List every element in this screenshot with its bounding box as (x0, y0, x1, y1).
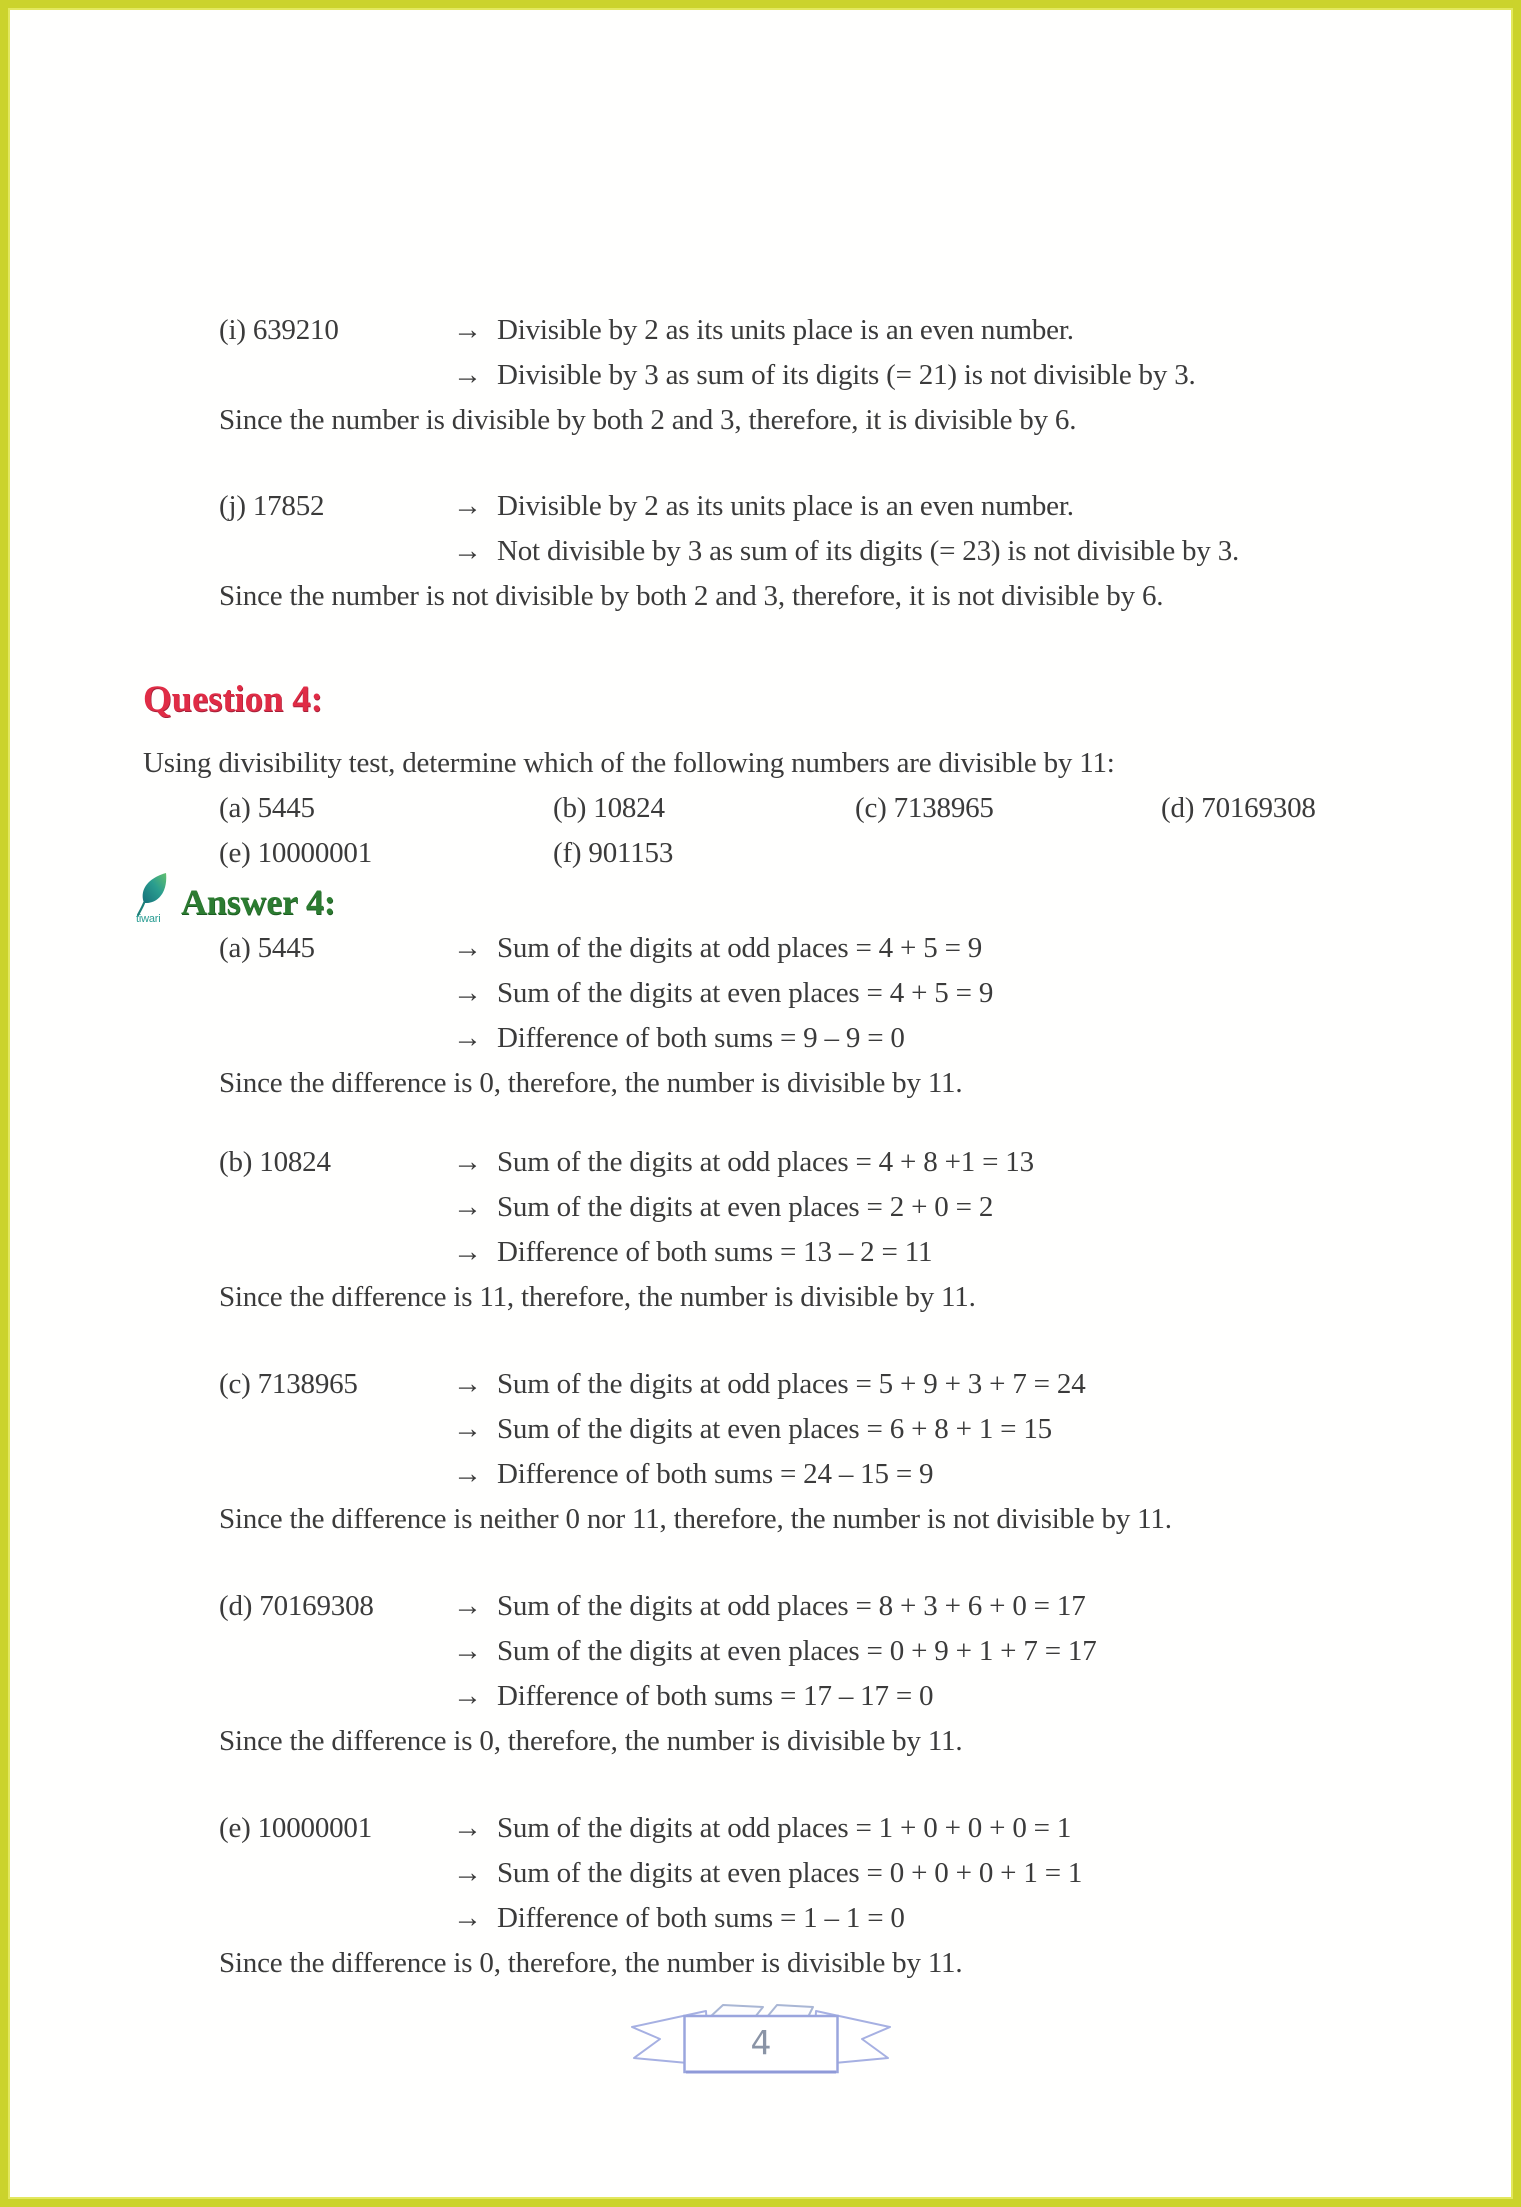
solution-row (143, 971, 1425, 1016)
arrow-text: Difference of both sums = 1 – 1 = 0 (497, 1902, 905, 1934)
answer-heading: Answer 4: (181, 882, 336, 922)
arrow-icon: → (453, 359, 482, 391)
item-label: (e) 10000001 (219, 1812, 373, 1844)
solution-line (453, 1140, 1425, 1185)
solution-row (143, 353, 1425, 398)
arrow-icon: → (453, 1236, 482, 1268)
conclusion-text: Since the difference is 0, therefore, the number is divisible by 11. (219, 1725, 963, 1757)
arrow-text: Divisible by 3 as sum of its digits (= 21) is not divisible by 3. (497, 359, 1196, 391)
option-item: (d) 70169308 (1161, 792, 1316, 824)
arrow-text: Divisible by 2 as its units place is an even number. (497, 314, 1074, 346)
solution-line (453, 1629, 1425, 1674)
solution-line (453, 353, 1425, 398)
answer-heading-row (135, 878, 1425, 926)
tiwari-leaf-logo-icon (135, 871, 175, 925)
solution-row (143, 1851, 1425, 1896)
solution-row (143, 1362, 1425, 1407)
solution-row (143, 1140, 1425, 1185)
answer-entry-d (143, 1584, 1425, 1764)
arrow-text: Sum of the digits at even places = 0 + 9 + 1 + 7 = 17 (497, 1635, 1097, 1667)
solution-row (143, 1185, 1425, 1230)
solution-row (143, 1016, 1425, 1061)
answer-entry-a (143, 926, 1425, 1106)
solution-line (453, 1851, 1425, 1896)
tiwari-logo-text: tiwari (136, 913, 161, 925)
arrow-icon: → (453, 1590, 482, 1622)
solution-line (453, 1806, 1425, 1851)
question-text: Using divisibility test, determine which of the following numbers are divisible by 11: (143, 747, 1115, 779)
conclusion-text: Since the difference is 0, therefore, the number is divisible by 11. (219, 1067, 963, 1099)
conclusion-text: Since the number is not divisible by both 2 and 3, therefore, it is not divisible by 6. (219, 580, 1164, 612)
arrow-icon: → (453, 1812, 482, 1844)
arrow-text: Sum of the digits at odd places = 4 + 8 +1 = 13 (497, 1146, 1034, 1178)
arrow-icon: → (453, 535, 482, 567)
item-label: (j) 17852 (219, 490, 325, 522)
arrow-icon: → (453, 314, 482, 346)
arrow-icon: → (453, 1413, 482, 1445)
solution-line (453, 529, 1425, 574)
solution-row (143, 484, 1425, 529)
arrow-text: Sum of the digits at even places = 2 + 0 = 2 (497, 1191, 994, 1223)
solution-line (453, 1016, 1425, 1061)
item-label: (b) 10824 (219, 1146, 331, 1178)
item-label: (a) 5445 (219, 932, 315, 964)
solution-row (143, 1629, 1425, 1674)
solution-line (453, 308, 1425, 353)
solution-row (143, 1674, 1425, 1719)
arrow-icon: → (453, 1680, 482, 1712)
arrow-icon: → (453, 1857, 482, 1889)
page-number: 4 (750, 2023, 771, 2062)
solution-line (453, 1896, 1425, 1941)
item-label: (c) 7138965 (219, 1368, 358, 1400)
arrow-text: Difference of both sums = 9 – 9 = 0 (497, 1022, 905, 1054)
question-heading: Question 4: (143, 679, 323, 720)
answer-entry-e (143, 1806, 1425, 1986)
arrow-text: Sum of the digits at even places = 6 + 8 + 1 = 15 (497, 1413, 1052, 1445)
arrow-icon: → (453, 1146, 482, 1178)
arrow-icon: → (453, 1635, 482, 1667)
solution-row (143, 926, 1425, 971)
option-item: (e) 10000001 (219, 837, 373, 869)
conclusion-text: Since the difference is 0, therefore, the number is divisible by 11. (219, 1947, 963, 1979)
option-item: (a) 5445 (219, 792, 315, 824)
solution-row (143, 1452, 1425, 1497)
arrow-text: Sum of the digits at odd places = 8 + 3 + 6 + 0 = 17 (497, 1590, 1086, 1622)
page-number-ribbon (616, 1998, 906, 2080)
solution-line (453, 971, 1425, 1016)
arrow-text: Difference of both sums = 24 – 15 = 9 (497, 1458, 934, 1490)
arrow-text: Difference of both sums = 17 – 17 = 0 (497, 1680, 934, 1712)
solution-line (453, 1407, 1425, 1452)
options-row-2 (143, 831, 1425, 876)
arrow-icon: → (453, 932, 482, 964)
item-label: (i) 639210 (219, 314, 339, 346)
arrow-text: Sum of the digits at odd places = 1 + 0 + 0 + 0 = 1 (497, 1812, 1072, 1844)
arrow-icon: → (453, 1458, 482, 1490)
arrow-icon: → (453, 1022, 482, 1054)
solution-line (453, 1362, 1425, 1407)
option-item: (c) 7138965 (855, 792, 994, 824)
option-item: (b) 10824 (553, 792, 665, 824)
arrow-icon: → (453, 1191, 482, 1223)
answer-entry-c (143, 1362, 1425, 1542)
solution-row (143, 308, 1425, 353)
arrow-text: Not divisible by 3 as sum of its digits (= 23) is not divisible by 3. (497, 535, 1240, 567)
solution-row (143, 1896, 1425, 1941)
solution-row (143, 1230, 1425, 1275)
solution-line (453, 926, 1425, 971)
option-item: (f) 901153 (553, 837, 674, 869)
arrow-text: Sum of the digits at odd places = 5 + 9 + 3 + 7 = 24 (497, 1368, 1086, 1400)
solution-row (143, 1806, 1425, 1851)
solution-line (453, 1230, 1425, 1275)
conclusion-text: Since the difference is neither 0 nor 11, therefore, the number is not divisible by 11. (219, 1503, 1172, 1535)
answer-entry-b (143, 1140, 1425, 1320)
conclusion-text: Since the number is divisible by both 2 and 3, therefore, it is divisible by 6. (219, 404, 1077, 436)
arrow-text: Difference of both sums = 13 – 2 = 11 (497, 1236, 933, 1268)
conclusion-text: Since the difference is 11, therefore, the number is divisible by 11. (219, 1281, 976, 1313)
solution-row (143, 529, 1425, 574)
arrow-icon: → (453, 490, 482, 522)
solution-entry-j (143, 484, 1425, 619)
solution-row (143, 1407, 1425, 1452)
solution-line (453, 1185, 1425, 1230)
solution-line (453, 484, 1425, 529)
solution-line (453, 1584, 1425, 1629)
page-content (8, 8, 1513, 1986)
item-label: (d) 70169308 (219, 1590, 374, 1622)
options-row-1 (143, 786, 1425, 831)
arrow-text: Sum of the digits at odd places = 4 + 5 = 9 (497, 932, 983, 964)
arrow-text: Sum of the digits at even places = 0 + 0 + 0 + 1 = 1 (497, 1857, 1083, 1889)
solution-line (453, 1674, 1425, 1719)
solution-row (143, 1584, 1425, 1629)
arrow-icon: → (453, 1368, 482, 1400)
solution-entry-i (143, 308, 1425, 443)
arrow-icon: → (453, 1902, 482, 1934)
arrow-text: Sum of the digits at even places = 4 + 5 = 9 (497, 977, 994, 1009)
solution-line (453, 1452, 1425, 1497)
arrow-icon: → (453, 977, 482, 1009)
arrow-text: Divisible by 2 as its units place is an even number. (497, 490, 1074, 522)
